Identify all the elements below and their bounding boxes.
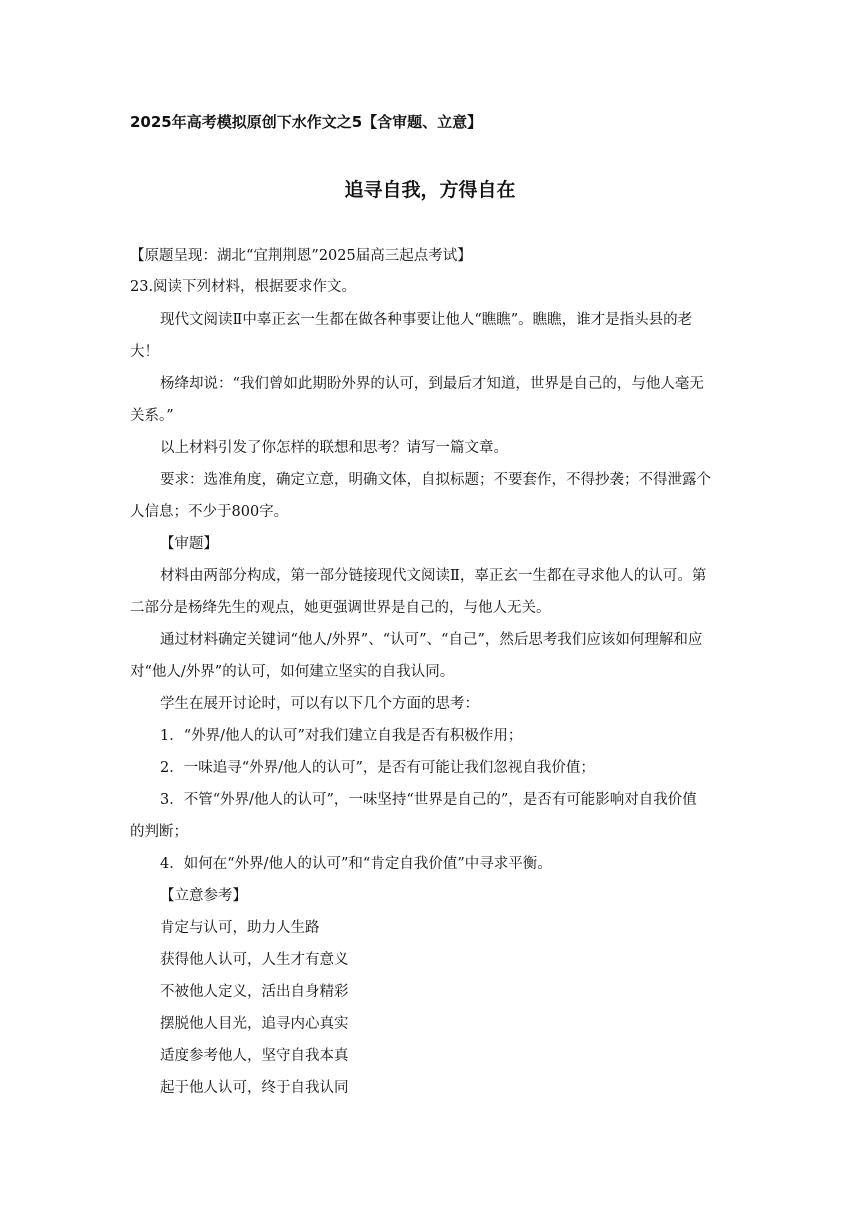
analysis-paragraph-2: 通过材料确定关键词“他人/外界”、“认可”、“自己”，然后思考我们应该如何理解和应 [160, 632, 703, 648]
source-note: 【原题呈现：湖北“宜荆荆恩”2025届高三起点考试】 [130, 248, 472, 264]
material-paragraph-2: 杨绛却说：“我们曾如此期盼外界的认可，到最后才知道，世界是自己的，与他人毫无 [160, 376, 704, 392]
idea-item: 获得他人认可，人生才有意义 [160, 952, 349, 968]
ideas-heading: 【立意参考】 [160, 888, 247, 904]
analysis-item-3-cont: 的判断； [130, 824, 188, 840]
analysis-item-3: 3．不管“外界/他人的认可”，一味坚持“世界是自己的”，是否有可能影响对自我价值 [160, 792, 697, 808]
analysis-item-1: 1．“外界/他人的认可”对我们建立自我是否有积极作用； [160, 728, 523, 744]
requirements: 要求：选准角度，确定立意，明确文体，自拟标题；不要套作，不得抄袭；不得泄露个 [160, 472, 711, 488]
analysis-paragraph-1-cont: 二部分是杨绛先生的观点，她更强调世界是自己的，与他人无关。 [130, 600, 551, 616]
material-paragraph-1-cont: 大！ [130, 344, 159, 360]
analysis-paragraph-2-cont: 对“他人/外界”的认可，如何建立坚实的自我认同。 [130, 664, 455, 680]
analysis-paragraph-1: 材料由两部分构成，第一部分链接现代文阅读Ⅱ，辜正玄一生都在寻求他人的认可。第 [160, 568, 707, 584]
question-intro: 23.阅读下列材料，根据要求作文。 [130, 279, 357, 295]
idea-item: 肯定与认可，助力人生路 [160, 920, 320, 936]
requirements-cont: 人信息；不少于800字。 [130, 504, 289, 520]
idea-item: 适度参考他人，坚守自我本真 [160, 1048, 349, 1064]
idea-item: 不被他人定义，活出自身精彩 [160, 984, 349, 1000]
material-prompt: 以上材料引发了你怎样的联想和思考？请写一篇文章。 [160, 440, 508, 456]
idea-item: 起于他人认可，终于自我认同 [160, 1080, 349, 1096]
analysis-item-4: 4．如何在“外界/他人的认可”和“肯定自我价值”中寻求平衡。 [160, 856, 552, 872]
document-header: 2025年高考模拟原创下水作文之5【含审题、立意】 [130, 113, 483, 131]
essay-title: 追寻自我，方得自在 [344, 179, 516, 201]
material-paragraph-1: 现代文阅读Ⅱ中辜正玄一生都在做各种事要让他人“瞧瞧”。瞧瞧，谁才是指头县的老 [160, 312, 693, 328]
idea-item: 摆脱他人目光，追寻内心真实 [160, 1016, 349, 1032]
analysis-paragraph-3: 学生在展开讨论时，可以有以下几个方面的思考： [160, 696, 479, 712]
analysis-item-2: 2．一味追寻“外界/他人的认可”，是否有可能让我们忽视自我价值； [160, 760, 595, 776]
material-paragraph-2-cont: 关系。” [130, 408, 174, 424]
analysis-heading: 【审题】 [160, 536, 218, 552]
